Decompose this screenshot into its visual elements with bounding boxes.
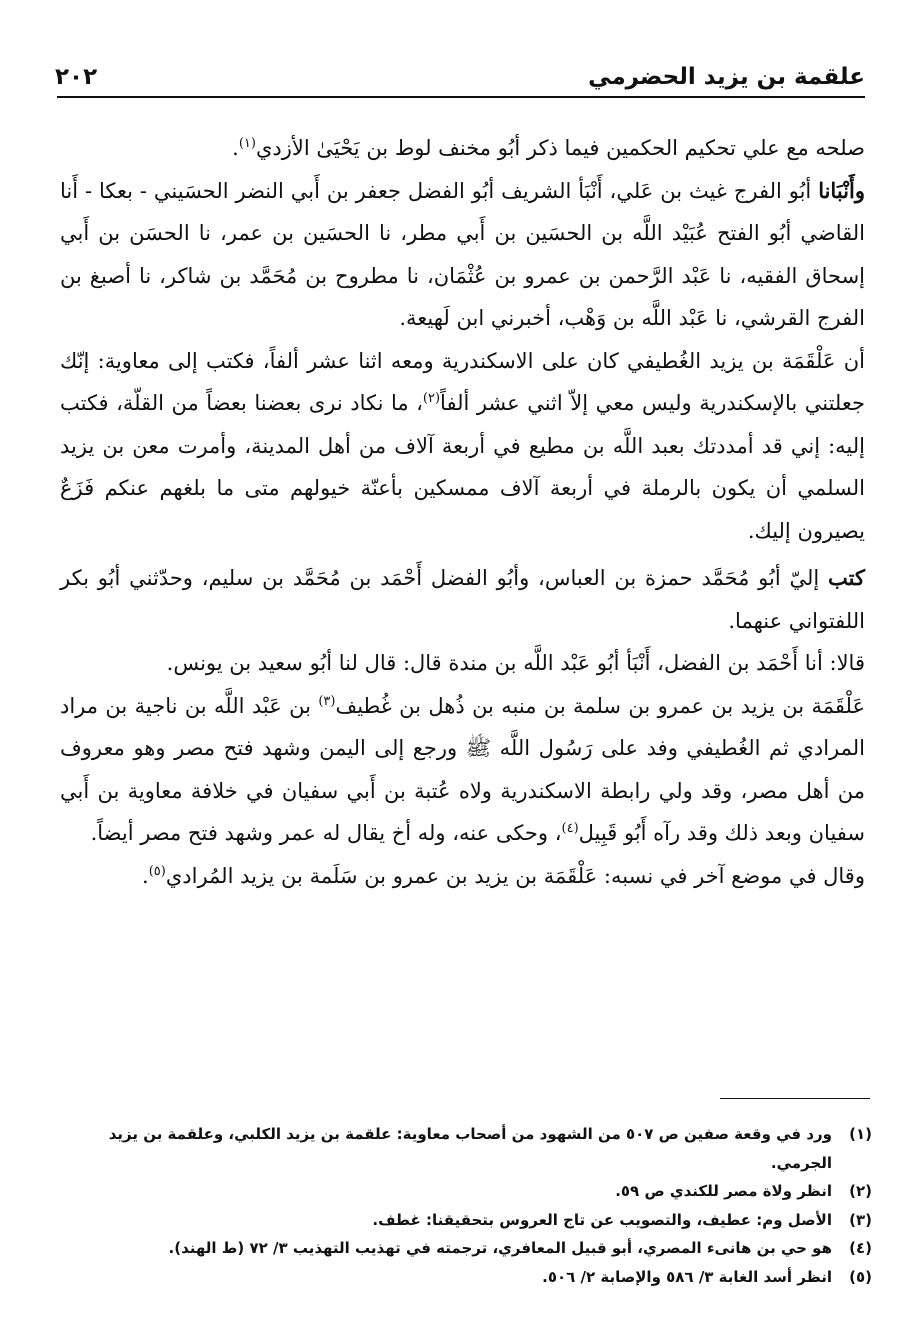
header-rule bbox=[57, 96, 865, 98]
footnotes bbox=[60, 1120, 872, 1291]
paragraph-text: وقال في موضع آخر في نسبه: عَلْقَمَة بن يزيد بن عمرو بن سَلَمة بن يزيد المُرادي bbox=[165, 863, 865, 888]
footnote-item bbox=[60, 1120, 872, 1177]
paragraph-1 bbox=[60, 127, 865, 170]
paragraph-6 bbox=[60, 685, 865, 855]
paragraph-text: قالا: أنا أَحْمَد بن الفضل، أَنْبَأ أبُو عَبْد اللَّه بن مندة قال: قال لنا أبُو سعيد بن يونس. bbox=[166, 651, 865, 675]
running-title: علقمة بن يزيد الحضرمي bbox=[588, 64, 865, 90]
punctuation: . bbox=[142, 863, 149, 888]
footnote-ref: (٢) bbox=[422, 391, 441, 406]
paragraph-text: ، وحكى عنه، وله أخ يقال له عمر وشهد فتح مصر أيضاً. bbox=[90, 821, 562, 845]
paragraph-7 bbox=[60, 855, 865, 898]
main-text bbox=[60, 127, 865, 897]
paragraph-text: ، ما نكاد نرى بعضنا بعضاً من القلّة، فكتب إليه: إني قد أمددتك بعبد اللَّه بن مطيع في أربعة آلاف من أهل المدينة، وأمرت معن بن يزيد السلمي أن يكون بالرملة في أربعة آلاف ممسكين بأعنّة خيولهم متى ما بلغهم عنكم فَزَعٌ يصيرون إليك. bbox=[60, 391, 865, 543]
footnote-text: هو حي بن هانىء المصري، أبو قبيل المعافري، ترجمته في تهذيب التهذيب ٣/ ٧٢ (ط الهند). bbox=[168, 1239, 832, 1257]
paragraph-text: إليّ أبُو مُحَمَّد حمزة بن العباس، وأبُو الفضل أَحْمَد بن مُحَمَّد بن سليم، وحدّثني أبُو بكر اللفتواني عنهما. bbox=[60, 566, 865, 633]
paragraph-lead: كتب bbox=[828, 565, 865, 590]
footnote-text: ورد في وقعة صفين ص ٥٠٧ من الشهود من أصحاب معاوية: علقمة بن يزيد الكلبي، وعلقمة بن يزيد الجرمي. bbox=[108, 1125, 832, 1172]
paragraph-text: صلحه مع علي تحكيم الحكمين فيما ذكر أبُو مخنف لوط بن يَحْيَىٰ الأزدي bbox=[255, 136, 865, 160]
footnote-number: (٢) bbox=[849, 1182, 872, 1200]
footnote-ref: (١) bbox=[238, 136, 256, 151]
footnote-text: انظر ولاة مصر للكندي ص ٥٩. bbox=[615, 1182, 832, 1200]
footnote-number: (٥) bbox=[849, 1267, 872, 1286]
paragraph-text: بن عَبْد اللَّه بن ناجية بن مراد المرادي ثم الغُطيفي وفد على رَسُول اللَّه ﷺ ورجع إلى اليمن وشهد فتح مصر وهو معروف من أهل مصر، وقد ولي رابطة الاسكندرية ولاه عُتبة بن أَبي سفيان في خلافة معاوية بن أَبي سفيان وبعد ذلك وقد رآه أَبُو قَبِيل bbox=[60, 693, 865, 845]
page-header bbox=[55, 52, 865, 92]
paragraph-text: عَلْقَمَة بن يزيد بن عمرو بن سلمة بن منبه بن ذُهل بن غُطيف bbox=[335, 693, 865, 718]
paragraph-lead: وأَنْبَانا bbox=[818, 177, 865, 203]
footnote-number: (٣) bbox=[849, 1210, 872, 1229]
footnote-item bbox=[60, 1206, 872, 1235]
footnote-item bbox=[60, 1234, 872, 1263]
paragraph-4 bbox=[60, 557, 865, 642]
footnote-item bbox=[60, 1177, 872, 1206]
footnote-text: الأصل وم: عطيف، والتصويب عن تاج العروس بتحقيقنا: غطف. bbox=[372, 1210, 832, 1229]
paragraph-3 bbox=[60, 340, 865, 553]
footnote-ref: (٤) bbox=[561, 821, 579, 836]
paragraph-text: أن عَلْقَمَة بن يزيد الغُطيفي كان على الاسكندرية ومعه اثنا عشر ألفاً، فكتب إلى معاوية: إنّك جعلتني بالإسكندرية وليس معي إلاّ اثني عشر ألفاً bbox=[60, 348, 865, 415]
punctuation: . bbox=[232, 136, 239, 160]
paragraph-5 bbox=[60, 642, 865, 685]
footnote-ref: (٥) bbox=[148, 863, 166, 879]
footnote-text: انظر أسد الغابة ٣/ ٥٨٦ والإصابة ٢/ ٥٠٦. bbox=[542, 1267, 832, 1286]
footnote-ref: (٣) bbox=[318, 693, 336, 709]
footnote-item bbox=[60, 1263, 872, 1292]
paragraph-text: أبُو الفرج غيث بن عَلي، أَنْبَأ الشريف أبُو الفضل جعفر بن أَبي النضر الحسَيني - بعكا - أَنا القاضي أبُو الفتح عُبَيْد اللَّه بن الحسَين بن أَبي مطر، نا الحسَين بن عمر، نا الحسَن بن أَبي إسحاق الفقيه، نا عَبْد الرَّحمن بن عمرو بن عُثْمَان، نا مطروح بن مُحَمَّد بن شاكر، نا أصبغ بن الفرج القرشي، نا عَبْد اللَّه بن وَهْب، أخبرني ابن لَهيعة. bbox=[60, 178, 865, 330]
paragraph-2 bbox=[60, 170, 865, 340]
page-number: ٢٠٢ bbox=[55, 64, 98, 90]
footnote-number: (٤) bbox=[849, 1239, 872, 1257]
footnote-separator bbox=[720, 1098, 870, 1099]
footnote-number: (١) bbox=[849, 1125, 872, 1143]
